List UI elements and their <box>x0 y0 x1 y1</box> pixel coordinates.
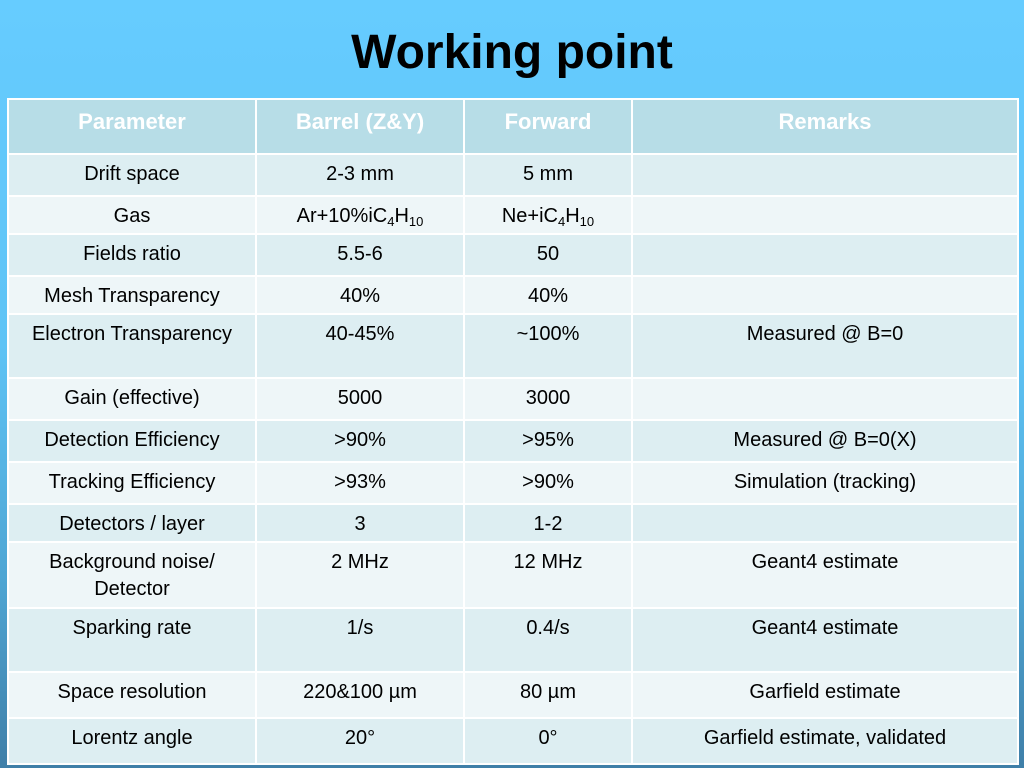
cell-remarks <box>632 154 1018 196</box>
cell-barrel: 1/s <box>256 608 464 672</box>
cell-barrel: 40-45% <box>256 314 464 378</box>
cell-parameter: Electron Transparency <box>8 314 256 378</box>
gas-formula-subscript: 4 <box>387 214 395 229</box>
cell-forward: 12 MHz <box>464 542 632 608</box>
gas-formula-subscript: 10 <box>579 214 595 229</box>
cell-forward: 50 <box>464 234 632 276</box>
table-row <box>8 608 1018 672</box>
cell-forward: 5 mm <box>464 154 632 196</box>
slide-title: Working point <box>351 26 673 79</box>
gas-formula-subscript: 4 <box>557 214 566 229</box>
cell-remarks <box>632 504 1018 542</box>
cell-remarks: Geant4 estimate <box>632 608 1018 672</box>
cell-forward: 80 µm <box>464 672 632 718</box>
header-barrel: Barrel (Z&Y) <box>256 99 464 154</box>
cell-barrel: 3 <box>256 504 464 542</box>
cell-parameter: Gas <box>8 196 256 234</box>
cell-parameter: Sparking rate <box>8 608 256 672</box>
cell-remarks <box>632 378 1018 420</box>
cell-forward: >95% <box>464 420 632 462</box>
cell-remarks <box>632 276 1018 314</box>
cell-remarks <box>632 234 1018 276</box>
cell-forward: ~100% <box>464 314 632 378</box>
table-row <box>8 196 1018 234</box>
table-row <box>8 672 1018 718</box>
cell-parameter: Detectors / layer <box>8 504 256 542</box>
cell-barrel: 220&100 µm <box>256 672 464 718</box>
cell-remarks: Geant4 estimate <box>632 542 1018 608</box>
cell-barrel: 2 MHz <box>256 542 464 608</box>
cell-remarks <box>632 196 1018 234</box>
cell-parameter: Drift space <box>8 154 256 196</box>
cell-parameter: Gain (effective) <box>8 378 256 420</box>
cell-remarks: Simulation (tracking) <box>632 462 1018 504</box>
cell-forward: 3000 <box>464 378 632 420</box>
gas-formula-text: Ar+10%iC <box>296 205 388 227</box>
cell-remarks: Garfield estimate, validated <box>632 718 1018 764</box>
cell-barrel: 2-3 mm <box>256 154 464 196</box>
cell-parameter: Tracking Efficiency <box>8 462 256 504</box>
gas-formula-subscript: 10 <box>408 214 424 229</box>
cell-remarks: Measured @ B=0(X) <box>632 420 1018 462</box>
cell-forward: 0° <box>464 718 632 764</box>
cell-forward: 0.4/s <box>464 608 632 672</box>
gas-formula-text: H <box>394 205 409 227</box>
cell-barrel: 40% <box>256 276 464 314</box>
table-row <box>8 314 1018 378</box>
table-row <box>8 504 1018 542</box>
table-row <box>8 234 1018 276</box>
table-row <box>8 378 1018 420</box>
cell-barrel <box>256 196 464 234</box>
table-header-row <box>8 99 1018 154</box>
cell-parameter: Lorentz angle <box>8 718 256 764</box>
header-forward: Forward <box>464 99 632 154</box>
cell-barrel: >93% <box>256 462 464 504</box>
header-remarks: Remarks <box>632 99 1018 154</box>
table-row <box>8 718 1018 764</box>
cell-parameter: Detection Efficiency <box>8 420 256 462</box>
cell-parameter: Mesh Transparency <box>8 276 256 314</box>
cell-forward: 1-2 <box>464 504 632 542</box>
cell-parameter: Background noise/ Detector <box>8 542 256 608</box>
cell-barrel: 20° <box>256 718 464 764</box>
cell-parameter: Space resolution <box>8 672 256 718</box>
header-parameter: Parameter <box>8 99 256 154</box>
cell-forward: 40% <box>464 276 632 314</box>
table-row <box>8 154 1018 196</box>
cell-parameter: Fields ratio <box>8 234 256 276</box>
table-row <box>8 542 1018 608</box>
cell-barrel: >90% <box>256 420 464 462</box>
cell-barrel: 5000 <box>256 378 464 420</box>
cell-remarks: Garfield estimate <box>632 672 1018 718</box>
gas-formula-text: H <box>565 205 580 227</box>
table-row <box>8 276 1018 314</box>
cell-remarks: Measured @ B=0 <box>632 314 1018 378</box>
table-row <box>8 420 1018 462</box>
cell-forward: >90% <box>464 462 632 504</box>
cell-barrel: 5.5-6 <box>256 234 464 276</box>
gas-formula-text: Ne+iC <box>501 205 558 227</box>
cell-forward <box>464 196 632 234</box>
working-point-table <box>7 98 1019 765</box>
table-row <box>8 462 1018 504</box>
